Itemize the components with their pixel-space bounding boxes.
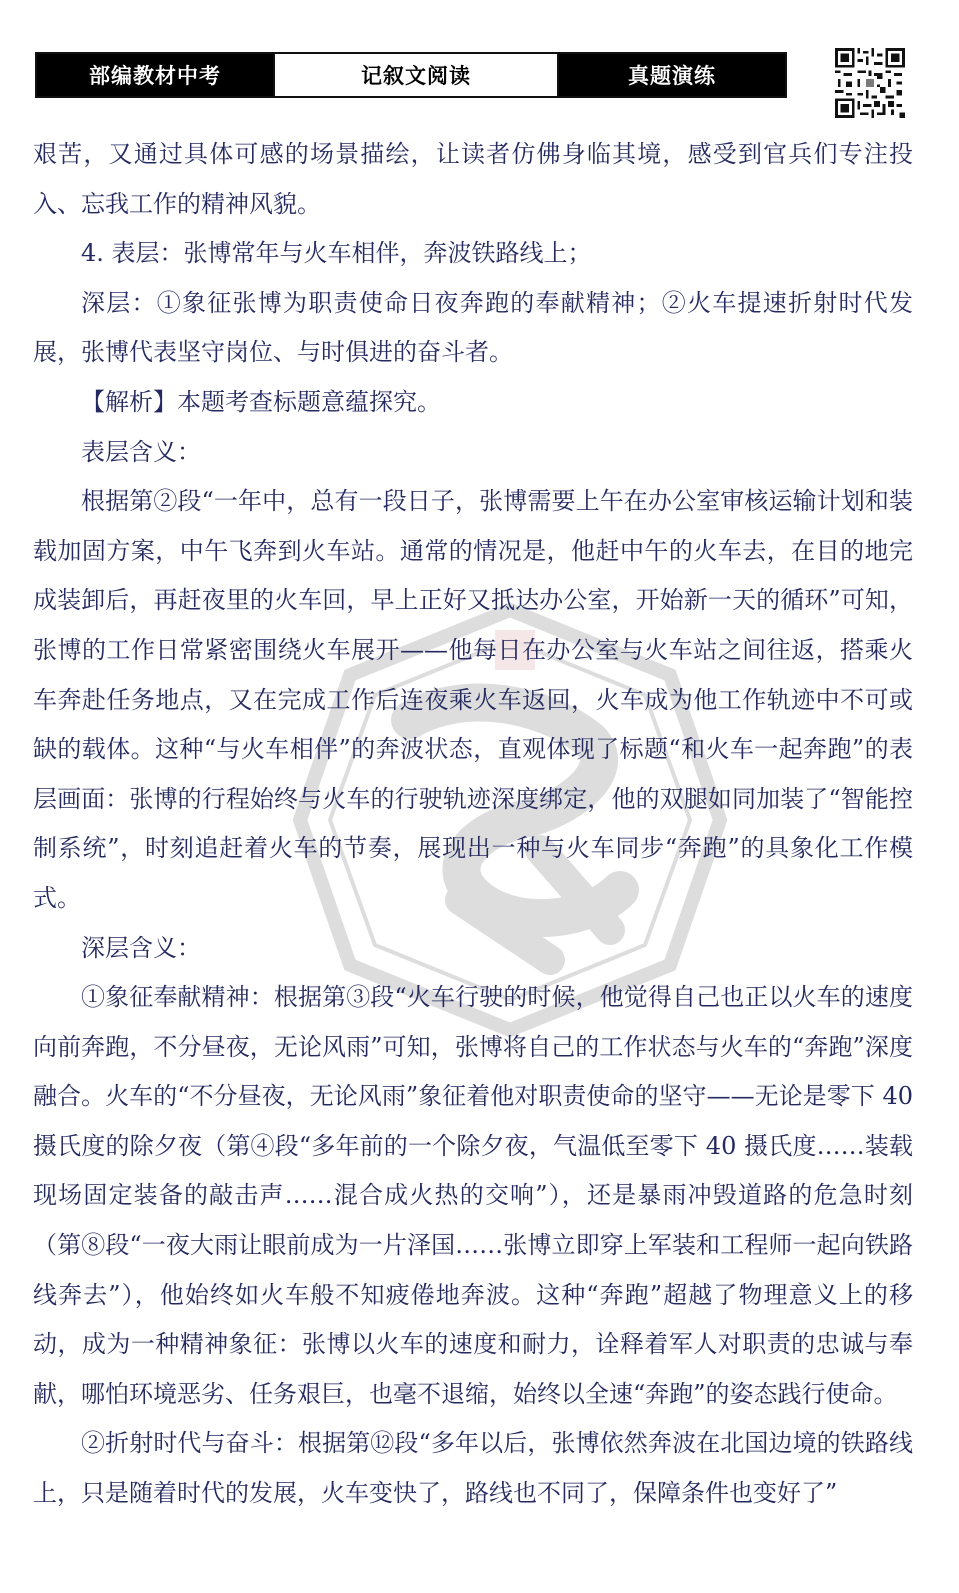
paragraph-surface-body: 根据第②段“一年中，总有一段日子，张博需要上午在办公室审核运输计划和装载加固方案，中午飞奔到火车站。通常的情况是，他赶中午的火车去，在目的地完成装卸后，再赶夜里的火车回，早上正好又抵达办公室，开始新一天的循环”可知，张博的工作日常紧密围绕火车展开——他每日在办公室与火车站之间往返，搭乘火车奔赴任务地点，又在完成工作后连夜乘火车返回，火车成为他工作轨迹中不可或缺的载体。这种“与火车相伴”的奔波状态，直观体现了标题“和火车一起奔跑”的表层画面：张博的行程始终与火车的行驶轨迹深度绑定，他的双腿如同加装了“智能控制系统”，时刻追赶着火车的节奏，展现出一种与火车同步“奔跑”的具象化工作模式。: [33, 487, 913, 912]
paragraph-deep-heading: 深层含义：: [81, 933, 201, 962]
paragraph-answer-deep: 深层：①象征张博为职责使命日夜奔跑的奉献精神；②火车提速折射时代发展，张博代表坚守岗位、与时俱进的奋斗者。: [33, 288, 913, 367]
tab-narrative-reading: 记叙文阅读: [273, 54, 559, 96]
tab-textbook-exam: 部编教材中考: [37, 54, 273, 96]
tab-real-exam-practice: 真题演练: [559, 54, 785, 96]
paragraph-surface-heading: 表层含义：: [81, 437, 201, 466]
qr-code-icon: [835, 48, 905, 118]
paragraph-deep-point-2: ②折射时代与奋斗：根据第⑫段“多年以后，张博依然奔波在北国边境的铁路线上，只是随着时代的发展，火车变快了，路线也不同了，保障条件也变好了”: [33, 1429, 913, 1508]
document-body: [33, 130, 913, 1519]
paragraph-analysis-heading: 【解析】本题考查标题意蕴探究。: [81, 387, 441, 416]
section-header-bar: [35, 52, 787, 98]
paragraph-deep-point-1: ①象征奉献精神：根据第③段“火车行驶的时候，他觉得自己也正以火车的速度向前奔跑，不分昼夜，无论风雨”可知，张博将自己的工作状态与火车的“奔跑”深度融合。火车的“不分昼夜，无论风雨”象征着他对职责使命的坚守——无论是零下 40 摄氏度的除夕夜（第④段“多年前的一个除夕夜，气温低至零下 40 摄氏度……装载现场固定装备的敲击声……混合成火热的交响”），还是暴雨冲毁道路的危急时刻（第⑧段“一夜大雨让眼前成为一片泽国……张博立即穿上军装和工程师一起向铁路线奔去”），他始终如火车般不知疲倦地奔波。这种“奔跑”超越了物理意义上的移动，成为一种精神象征：张博以火车的速度和耐力，诠释着军人对职责的忠诚与奉献，哪怕环境恶劣、任务艰巨，也毫不退缩，始终以全速“奔跑”的姿态践行使命。: [33, 983, 913, 1408]
paragraph-1: 艰苦，又通过具体可感的场景描绘，让读者仿佛身临其境，感受到官兵们专注投入、忘我工作的精神风貌。: [33, 140, 913, 218]
paragraph-answer-surface: 4. 表层：张博常年与火车相伴，奔波铁路线上；: [81, 239, 592, 268]
